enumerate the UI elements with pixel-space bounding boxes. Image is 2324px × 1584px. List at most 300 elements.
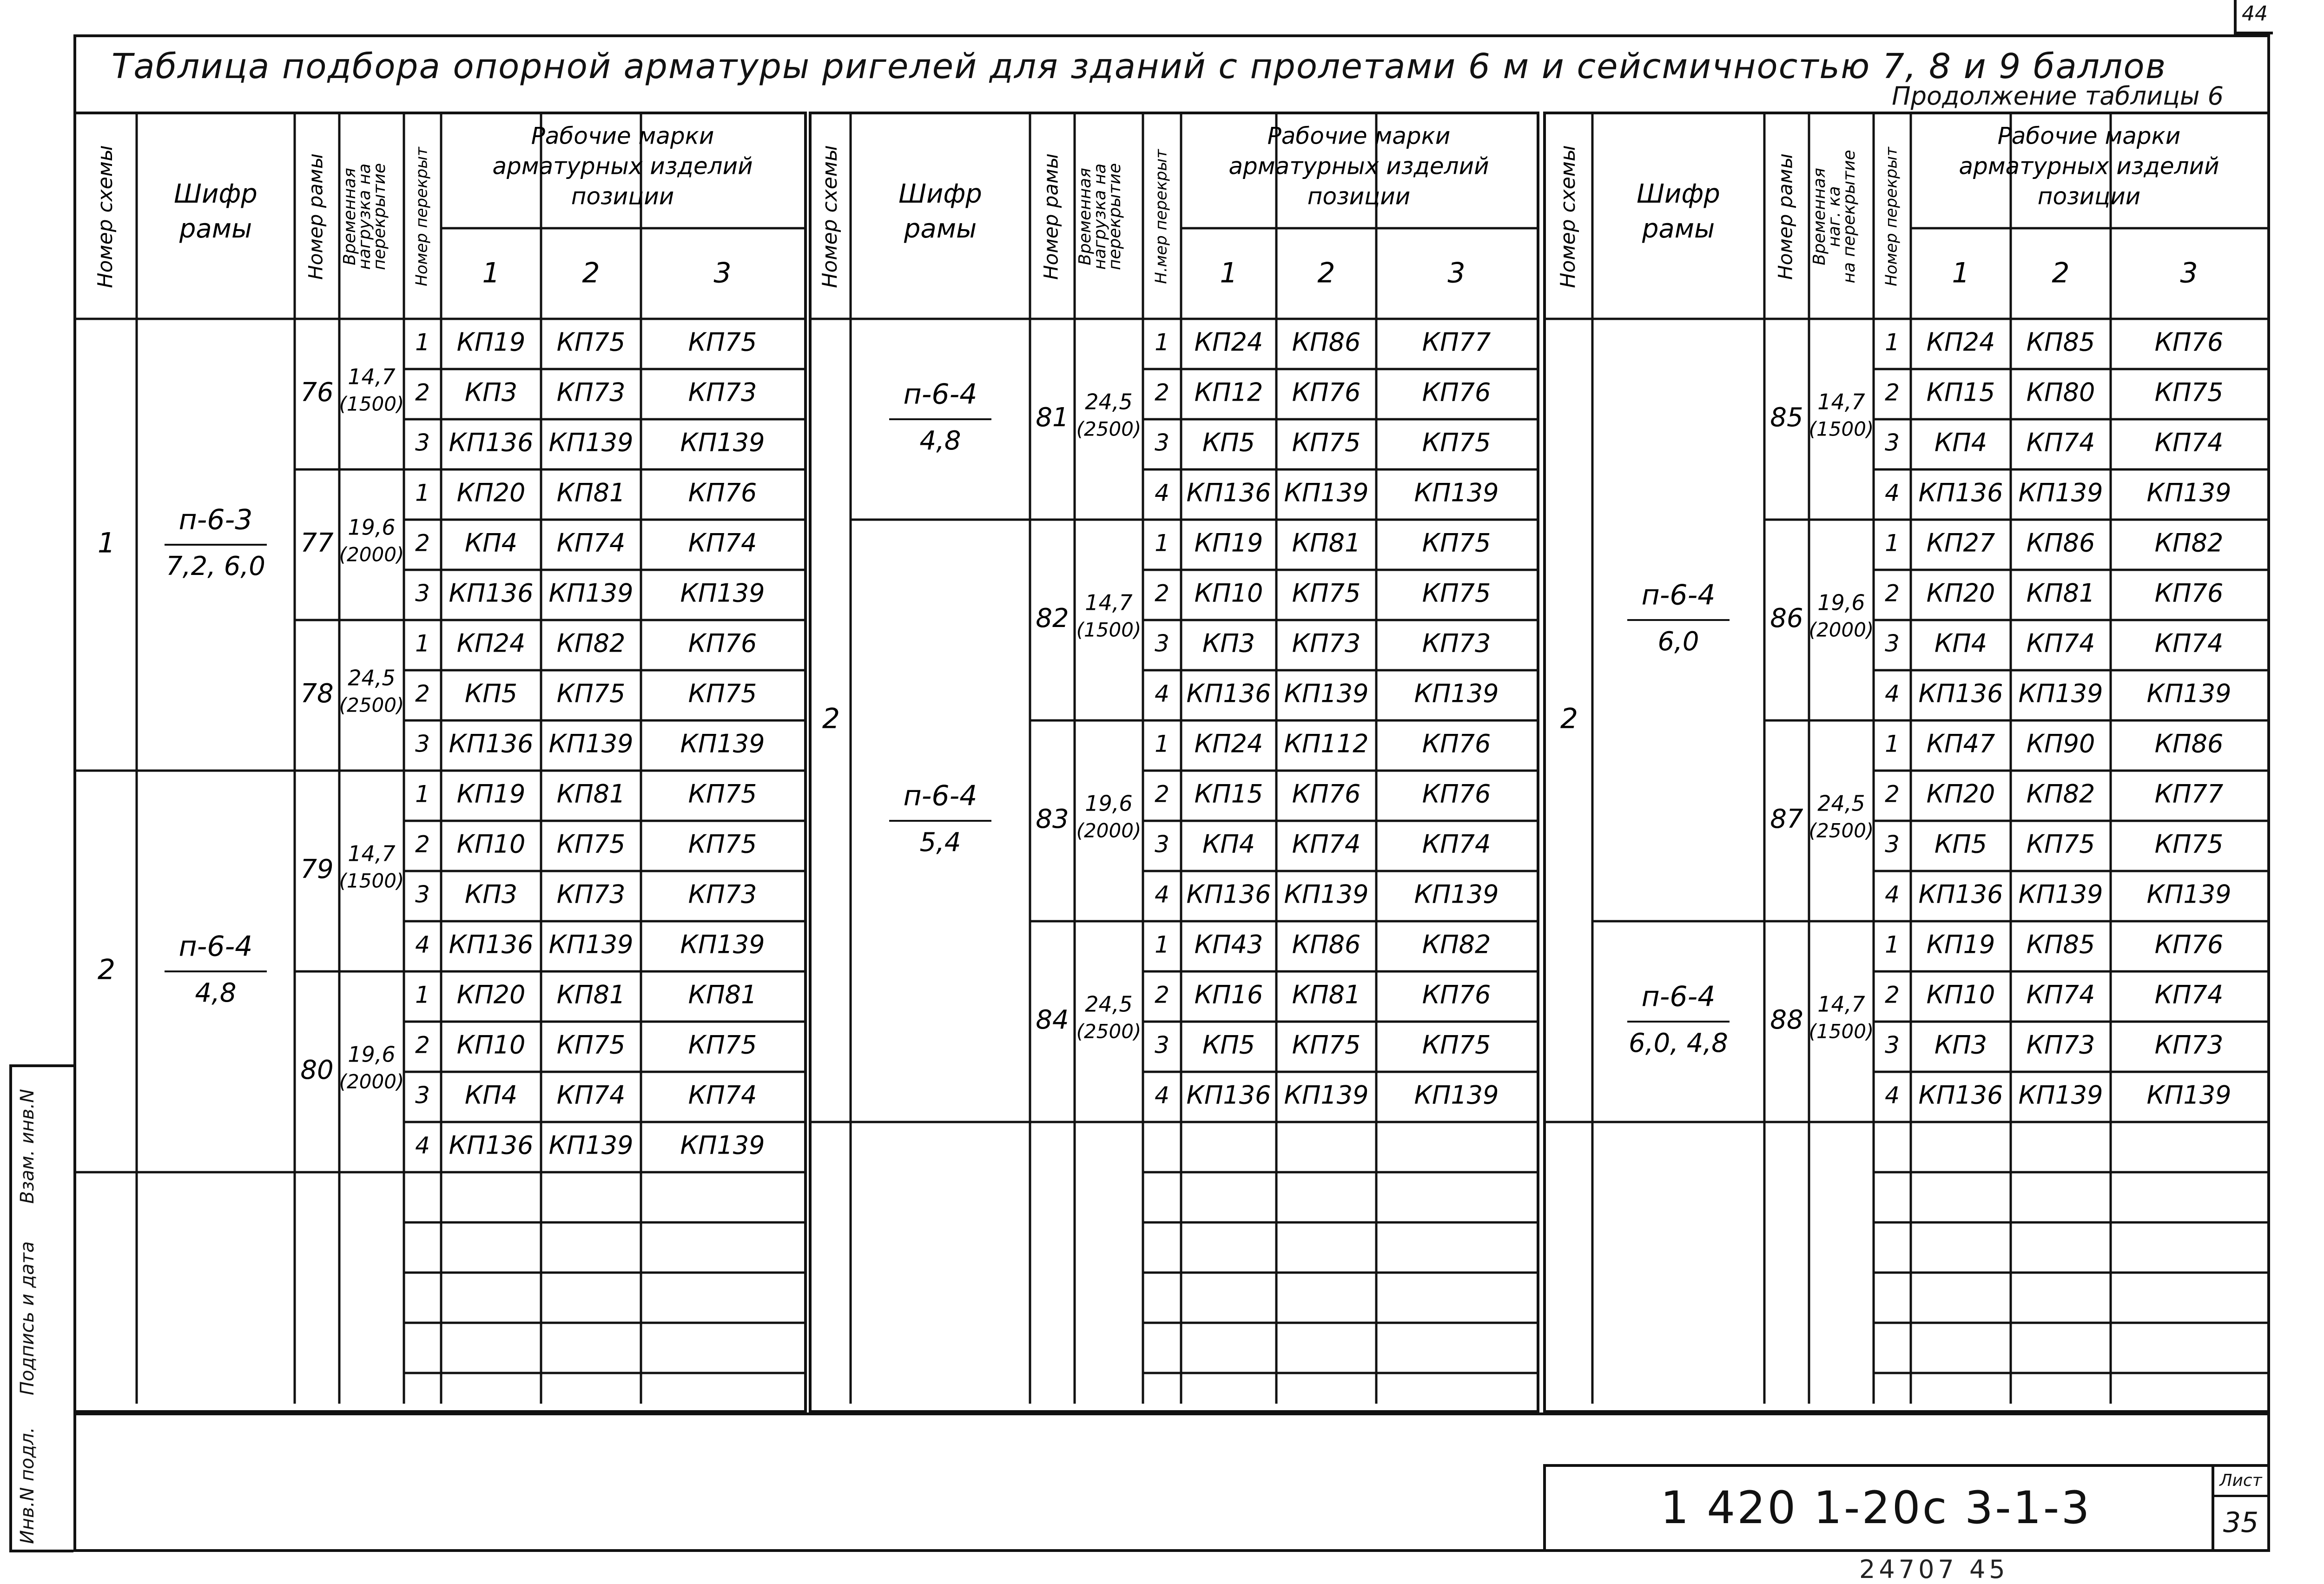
frame-number: 86 [1770, 603, 1803, 634]
overlap-number: 2 [1885, 981, 1900, 1009]
mark-position-1: КП10 [1194, 578, 1263, 608]
mark-position-1: КП19 [1926, 930, 1995, 959]
mark-position-3: КП74 [688, 528, 757, 558]
header-position-3: 3 [1447, 257, 1466, 290]
mark-position-2: КП73 [1292, 628, 1361, 658]
frame-cipher-span: 4,8 [919, 426, 961, 456]
load-value-kgf: (2500) [1809, 819, 1874, 842]
frame-number: 85 [1770, 403, 1803, 433]
frame-number: 80 [300, 1055, 334, 1086]
mark-position-2: КП76 [1292, 377, 1361, 407]
mark-position-1: КП19 [1194, 528, 1263, 558]
mark-position-1: КП47 [1926, 729, 1995, 759]
mark-position-2: КП82 [556, 628, 626, 658]
mark-position-2: КП75 [1292, 578, 1361, 608]
mark-position-3: КП75 [1422, 428, 1491, 457]
mark-position-2: КП86 [2026, 528, 2095, 558]
frame-number: 88 [1770, 1005, 1803, 1036]
header-position-2: 2 [582, 257, 600, 290]
mark-position-1: КП4 [1934, 428, 1987, 457]
mark-position-1: КП136 [449, 930, 534, 959]
header-position-1: 1 [1952, 257, 1970, 290]
table-title: Таблица подбора опорной арматуры ригелей для зданий с пролетами 6 м и сейсмичностью 7, 8 и 9 баллов [112, 46, 2167, 86]
mark-position-1: КП20 [1926, 578, 1995, 608]
mark-position-3: КП75 [688, 829, 757, 859]
overlap-number: 3 [415, 580, 430, 607]
overlap-number: 3 [1885, 831, 1900, 858]
mark-position-1: КП5 [1202, 1030, 1255, 1060]
header-load-1: Временная [340, 168, 359, 265]
frame-number: 78 [300, 679, 334, 709]
overlap-number: 3 [415, 429, 430, 456]
mark-position-3: КП139 [680, 578, 765, 608]
mark-position-2: КП76 [1292, 779, 1361, 809]
mark-position-1: КП136 [1918, 679, 2003, 708]
mark-position-1: КП3 [1202, 628, 1255, 658]
overlap-number: 3 [1885, 630, 1900, 657]
mark-position-2: КП75 [2026, 829, 2095, 859]
mark-position-2: КП81 [1292, 980, 1361, 1010]
mark-position-2: КП139 [548, 930, 634, 959]
mark-position-3: КП73 [2154, 1030, 2224, 1060]
mark-position-2: КП86 [1292, 327, 1361, 357]
mark-position-1: КП136 [1186, 1080, 1271, 1110]
load-value: 14,7 [348, 364, 396, 389]
overlap-number: 3 [1885, 1031, 1900, 1059]
mark-position-3: КП76 [1422, 980, 1491, 1010]
load-value-kgf: (1500) [1809, 1020, 1874, 1043]
load-value-kgf: (2500) [339, 693, 404, 717]
header-scheme-number: Номер схемы [1556, 145, 1580, 288]
mark-position-3: КП139 [2146, 1080, 2232, 1110]
mark-position-3: КП139 [2146, 679, 2232, 708]
mark-position-3: КП73 [1422, 628, 1491, 658]
mark-position-2: КП81 [2026, 578, 2095, 608]
header-cipher-2: рамы [1642, 214, 1715, 244]
mark-position-2: КП75 [556, 829, 626, 859]
mark-position-1: КП136 [449, 729, 534, 759]
mark-position-1: КП4 [464, 1080, 518, 1110]
mark-position-1: КП4 [464, 528, 518, 558]
mark-position-2: КП74 [2026, 428, 2095, 457]
overlap-number: 2 [415, 1031, 430, 1059]
mark-position-2: КП75 [556, 1030, 626, 1060]
header-load-3: перекрытие [1105, 163, 1124, 271]
load-value-kgf: (1500) [1809, 417, 1874, 441]
overlap-number: 1 [1155, 730, 1169, 758]
header-frame-number: Номер рамы [1774, 153, 1797, 280]
mark-position-3: КП139 [680, 729, 765, 759]
mark-position-3: КП139 [1414, 679, 1499, 708]
load-value: 24,5 [1085, 389, 1133, 415]
mark-position-3: КП75 [688, 779, 757, 809]
mark-position-1: КП15 [1194, 779, 1263, 809]
mark-position-1: КП3 [1934, 1030, 1987, 1060]
overlap-number: 2 [1155, 981, 1169, 1009]
document-code: 1 420 1-20с 3-1-3 [1660, 1482, 2092, 1534]
load-value: 14,7 [1817, 991, 1865, 1017]
frame-cipher-span: 6,0 [1657, 627, 1699, 657]
load-value-kgf: (2000) [339, 543, 404, 566]
mark-position-2: КП75 [556, 679, 626, 708]
header-overlap-number: Номер перекрыт [412, 147, 431, 286]
mark-position-2: КП74 [556, 1080, 626, 1110]
scheme-number: 2 [97, 953, 116, 986]
load-value-kgf: (2500) [1076, 417, 1142, 441]
mark-position-3: КП86 [2154, 729, 2224, 759]
mark-position-1: КП136 [449, 1130, 534, 1160]
overlap-number: 3 [415, 1082, 430, 1109]
header-marks-2: арматурных изделий [1228, 152, 1489, 180]
mark-position-1: КП136 [1918, 1080, 2003, 1110]
mark-position-1: КП12 [1194, 377, 1263, 407]
mark-position-1: КП3 [464, 377, 518, 407]
load-value: 14,7 [1085, 590, 1133, 615]
mark-position-3: КП82 [2154, 528, 2224, 558]
header-marks-3: позиции [1307, 183, 1411, 210]
scheme-number: 2 [1560, 702, 1578, 735]
header-cipher-2: рамы [179, 214, 252, 244]
header-position-3: 3 [713, 257, 732, 290]
mark-position-3: КП76 [688, 478, 757, 508]
load-value-kgf: (1500) [339, 392, 404, 416]
mark-position-1: КП20 [456, 478, 526, 508]
load-value-kgf: (2500) [1076, 1020, 1142, 1043]
frame-cipher: п-6-4 [903, 378, 977, 411]
scheme-number: 2 [822, 702, 840, 735]
mark-position-3: КП75 [1422, 528, 1491, 558]
mark-position-3: КП74 [2154, 980, 2224, 1010]
strip-label-inventory: Инв.N подл. [17, 1427, 38, 1544]
mark-position-2: КП74 [2026, 628, 2095, 658]
overlap-number: 1 [415, 780, 430, 808]
archive-number: 24707 45 [1859, 1555, 2009, 1584]
header-frame-number: Номер рамы [1039, 153, 1063, 280]
header-cipher: Шифр [1637, 179, 1720, 210]
mark-position-1: КП10 [1926, 980, 1995, 1010]
mark-position-3: КП75 [688, 327, 757, 357]
mark-position-1: КП19 [456, 779, 526, 809]
overlap-number: 4 [1155, 881, 1169, 908]
mark-position-3: КП77 [2154, 779, 2224, 809]
mark-position-2: КП139 [548, 729, 634, 759]
header-marks-2: арматурных изделий [492, 152, 753, 180]
mark-position-3: КП139 [1414, 1080, 1499, 1110]
mark-position-1: КП5 [464, 679, 518, 708]
header-load-3: на перекрытие [1840, 150, 1859, 284]
mark-position-1: КП136 [1186, 879, 1271, 909]
overlap-number: 3 [415, 881, 430, 908]
load-value: 19,6 [348, 515, 396, 540]
frame-cipher-span: 6,0, 4,8 [1629, 1028, 1728, 1059]
mark-position-1: КП5 [1934, 829, 1987, 859]
mark-position-2: КП139 [1284, 879, 1369, 909]
overlap-number: 2 [1155, 580, 1169, 607]
mark-position-2: КП86 [1292, 930, 1361, 959]
mark-position-3: КП74 [2154, 428, 2224, 457]
header-overlap-number: Номер перекрыт [1882, 147, 1901, 286]
header-position-1: 1 [482, 257, 500, 290]
mark-position-3: КП73 [688, 879, 757, 909]
overlap-number: 2 [415, 379, 430, 406]
overlap-number: 4 [1155, 680, 1169, 707]
mark-position-1: КП20 [1926, 779, 1995, 809]
overlap-number: 1 [415, 630, 430, 657]
mark-position-2: КП139 [1284, 679, 1369, 708]
header-scheme-number: Номер схемы [818, 145, 842, 288]
mark-position-3: КП139 [2146, 478, 2232, 508]
header-cipher: Шифр [174, 179, 257, 210]
mark-position-3: КП77 [1422, 327, 1491, 357]
mark-position-3: КП75 [688, 1030, 757, 1060]
frame-cipher: п-6-3 [178, 503, 253, 536]
mark-position-2: КП139 [2018, 879, 2103, 909]
sheet-label: Лист [2214, 1467, 2267, 1497]
mark-position-2: КП85 [2026, 327, 2095, 357]
overlap-number: 4 [1885, 881, 1900, 908]
mark-position-3: КП75 [2154, 829, 2224, 859]
mark-position-3: КП81 [688, 980, 757, 1010]
mark-position-3: КП139 [680, 1130, 765, 1160]
mark-position-3: КП139 [1414, 478, 1499, 508]
mark-position-3: КП76 [1422, 779, 1491, 809]
strip-label-signature: Подпись и дата [17, 1241, 38, 1395]
frame-cipher: п-6-4 [903, 779, 977, 812]
mark-position-3: КП76 [1422, 729, 1491, 759]
load-value: 19,6 [348, 1042, 396, 1067]
header-marks-1: Рабочие марки [1267, 122, 1451, 150]
mark-position-3: КП76 [1422, 377, 1491, 407]
mark-position-1: КП5 [1202, 428, 1255, 457]
overlap-number: 1 [1155, 931, 1169, 958]
mark-position-3: КП139 [680, 930, 765, 959]
sheet-cell [2212, 1467, 2267, 1549]
header-load-2: нагрузка на [355, 163, 374, 270]
overlap-number: 4 [1885, 1082, 1900, 1109]
mark-position-1: КП136 [449, 428, 534, 457]
left-margin-strip [9, 1064, 73, 1552]
mark-position-2: КП73 [2026, 1030, 2095, 1060]
overlap-number: 2 [1155, 379, 1169, 406]
mark-position-3: КП82 [1422, 930, 1491, 959]
table-continuation-label: Продолжение таблицы 6 [1892, 81, 2224, 111]
mark-position-1: КП24 [456, 628, 526, 658]
mark-position-2: КП139 [548, 1130, 634, 1160]
mark-position-1: КП16 [1194, 980, 1263, 1010]
header-cipher: Шифр [898, 179, 982, 210]
overlap-number: 2 [415, 529, 430, 557]
overlap-number: 4 [1885, 479, 1900, 507]
mark-position-2: КП75 [1292, 428, 1361, 457]
mark-position-3: КП75 [2154, 377, 2224, 407]
mark-position-1: КП20 [456, 980, 526, 1010]
overlap-number: 1 [1885, 329, 1900, 356]
mark-position-3: КП74 [1422, 829, 1491, 859]
table-panel-left [73, 112, 807, 1413]
overlap-number: 1 [1885, 931, 1900, 958]
mark-position-1: КП4 [1202, 829, 1255, 859]
frame-cipher-span: 7,2, 6,0 [166, 551, 265, 582]
mark-position-2: КП85 [2026, 930, 2095, 959]
mark-position-2: КП75 [1292, 1030, 1361, 1060]
mark-position-2: КП75 [556, 327, 626, 357]
mark-position-2: КП81 [556, 779, 626, 809]
overlap-number: 3 [1155, 429, 1169, 456]
overlap-number: 3 [415, 730, 430, 758]
mark-position-2: КП73 [556, 377, 626, 407]
header-cipher-2: рамы [904, 214, 977, 244]
table-grid-svg [76, 114, 804, 1410]
frame-cipher: п-6-4 [1641, 980, 1716, 1013]
load-value: 14,7 [348, 841, 396, 866]
frame-number: 79 [300, 854, 334, 885]
header-position-2: 2 [1317, 257, 1335, 290]
overlap-number: 2 [1885, 780, 1900, 808]
mark-position-2: КП81 [1292, 528, 1361, 558]
load-value-kgf: (2000) [1076, 819, 1142, 842]
overlap-number: 1 [1155, 529, 1169, 557]
frame-number: 84 [1036, 1005, 1069, 1036]
mark-position-3: КП76 [2154, 578, 2224, 608]
mark-position-2: КП81 [556, 980, 626, 1010]
overlap-number: 3 [1155, 831, 1169, 858]
mark-position-1: КП24 [1926, 327, 1995, 357]
bottom-border-line [73, 1412, 2270, 1415]
overlap-number: 1 [1885, 730, 1900, 758]
header-load-1: Временная [1810, 168, 1829, 265]
load-value: 14,7 [1817, 389, 1865, 415]
header-marks-1: Рабочие марки [531, 122, 714, 150]
header-load-1: Временная [1076, 168, 1095, 265]
header-load-2: нагрузка на [1090, 163, 1109, 270]
overlap-number: 1 [415, 479, 430, 507]
header-marks-3: позиции [571, 183, 674, 210]
overlap-number: 1 [415, 981, 430, 1009]
mark-position-2: КП139 [2018, 1080, 2103, 1110]
frame-number: 87 [1770, 804, 1803, 835]
mark-position-1: КП4 [1934, 628, 1987, 658]
mark-position-2: КП74 [2026, 980, 2095, 1010]
overlap-number: 4 [1155, 479, 1169, 507]
mark-position-3: КП75 [1422, 1030, 1491, 1060]
load-value: 19,6 [1817, 590, 1865, 615]
corner-page-number: 44 [2234, 0, 2273, 34]
mark-position-2: КП139 [1284, 1080, 1369, 1110]
load-value: 24,5 [1085, 991, 1133, 1017]
mark-position-3: КП75 [1422, 578, 1491, 608]
frame-cipher: п-6-4 [1641, 579, 1716, 612]
mark-position-3: КП139 [2146, 879, 2232, 909]
mark-position-1: КП136 [449, 578, 534, 608]
load-value: 24,5 [348, 665, 396, 691]
mark-position-1: КП10 [456, 1030, 526, 1060]
strip-label-replacement: Взам. инв.N [17, 1089, 38, 1204]
mark-position-3: КП76 [688, 628, 757, 658]
table-panel-middle [809, 112, 1539, 1413]
frame-cipher-span: 5,4 [919, 827, 961, 858]
frame-number: 81 [1036, 403, 1069, 433]
overlap-number: 1 [1155, 329, 1169, 356]
header-frame-number: Номер рамы [304, 153, 327, 280]
frame-cipher: п-6-4 [178, 930, 253, 963]
header-position-1: 1 [1220, 257, 1238, 290]
sheet-number: 35 [2223, 1506, 2259, 1539]
mark-position-2: КП90 [2026, 729, 2095, 759]
table-panel-right [1543, 112, 2270, 1413]
load-value-kgf: (1500) [1076, 618, 1142, 641]
mark-position-1: КП43 [1194, 930, 1263, 959]
header-overlap-number: Н.мер перекрыт [1152, 149, 1171, 284]
mark-position-3: КП139 [680, 428, 765, 457]
mark-position-2: КП139 [548, 428, 634, 457]
load-value: 24,5 [1817, 791, 1865, 816]
overlap-number: 4 [1885, 680, 1900, 707]
mark-position-3: КП74 [688, 1080, 757, 1110]
mark-position-3: КП139 [1414, 879, 1499, 909]
mark-position-2: КП139 [2018, 679, 2103, 708]
frame-number: 83 [1036, 804, 1069, 835]
header-load-2: наг. ка [1825, 186, 1844, 247]
frame-cipher-span: 4,8 [195, 978, 237, 1009]
mark-position-1: КП27 [1926, 528, 1995, 558]
table-grid-svg [812, 114, 1537, 1410]
frame-number: 76 [300, 377, 334, 408]
mark-position-2: КП139 [548, 578, 634, 608]
table-grid-svg [1546, 114, 2267, 1410]
header-marks-3: позиции [2037, 183, 2141, 210]
mark-position-2: КП139 [1284, 478, 1369, 508]
mark-position-2: КП73 [556, 879, 626, 909]
overlap-number: 3 [1155, 1031, 1169, 1059]
overlap-number: 2 [1885, 379, 1900, 406]
mark-position-1: КП24 [1194, 729, 1263, 759]
overlap-number: 3 [1155, 630, 1169, 657]
title-block-stamp [1543, 1464, 2270, 1552]
mark-position-3: КП75 [688, 679, 757, 708]
header-scheme-number: Номер схемы [93, 145, 117, 288]
overlap-number: 2 [1885, 580, 1900, 607]
header-marks-2: арматурных изделий [1959, 152, 2219, 180]
header-position-2: 2 [2052, 257, 2070, 290]
scheme-number: 1 [97, 527, 116, 560]
header-load-3: перекрытие [370, 163, 389, 271]
mark-position-3: КП76 [2154, 327, 2224, 357]
overlap-number: 2 [1155, 780, 1169, 808]
mark-position-1: КП3 [464, 879, 518, 909]
load-value-kgf: (1500) [339, 869, 404, 892]
frame-number: 77 [300, 528, 334, 559]
mark-position-2: КП74 [1292, 829, 1361, 859]
mark-position-3: КП74 [2154, 628, 2224, 658]
overlap-number: 4 [415, 931, 430, 958]
overlap-number: 3 [1885, 429, 1900, 456]
overlap-number: 4 [1155, 1082, 1169, 1109]
mark-position-3: КП76 [2154, 930, 2224, 959]
mark-position-2: КП139 [2018, 478, 2103, 508]
mark-position-1: КП136 [1918, 478, 2003, 508]
load-value-kgf: (2000) [339, 1070, 404, 1093]
load-value: 19,6 [1085, 791, 1133, 816]
frame-number: 82 [1036, 603, 1069, 634]
mark-position-2: КП80 [2026, 377, 2095, 407]
mark-position-1: КП15 [1926, 377, 1995, 407]
overlap-number: 2 [415, 680, 430, 707]
header-position-3: 3 [2180, 257, 2198, 290]
mark-position-3: КП73 [688, 377, 757, 407]
mark-position-2: КП74 [556, 528, 626, 558]
mark-position-1: КП10 [456, 829, 526, 859]
mark-position-2: КП82 [2026, 779, 2095, 809]
